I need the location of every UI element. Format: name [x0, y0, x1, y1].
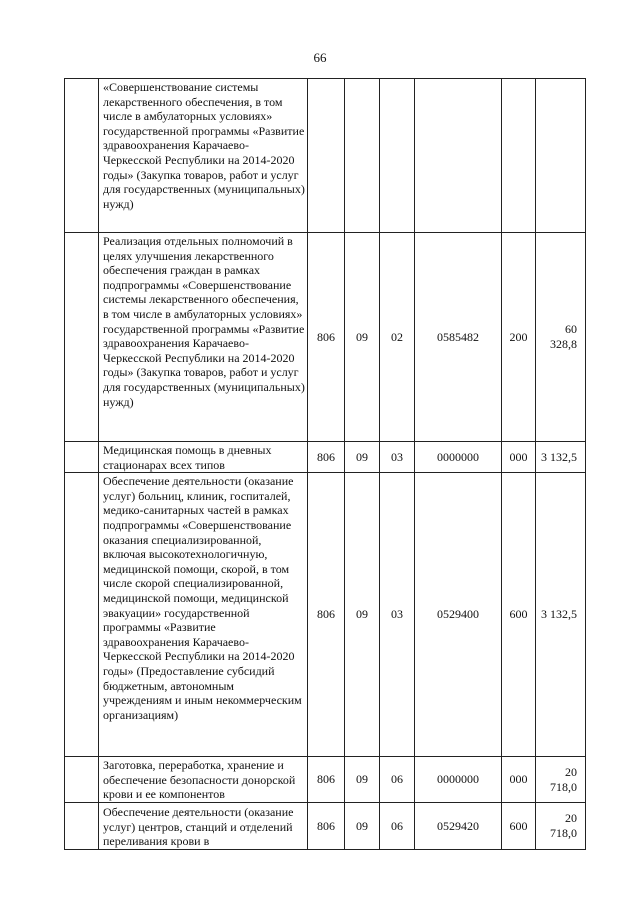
table-row [65, 79, 586, 233]
expense-type-cell [502, 79, 536, 233]
amount-cell: 60 328,8 [536, 233, 586, 442]
row-number-cell [65, 79, 99, 233]
amount-cell [536, 79, 586, 233]
amount-cell: 3 132,5 [536, 442, 586, 473]
target-article-cell: 0529400 [415, 473, 502, 757]
section-code-cell: 09 [345, 803, 380, 850]
description-cell: «Совершенствование системы лекарственного обеспечения, в том числе в амбулаторных условиях» государственной программы «Развитие здравоохранения Карачаево-Черкесской Республики на 2014-2020 годы» (Закупка товаров, работ и услуг для государственных (муниципальных) нужд) [99, 79, 308, 233]
subsection-code-cell [380, 79, 415, 233]
section-code-cell: 09 [345, 757, 380, 803]
expense-type-cell: 200 [502, 233, 536, 442]
section-code-cell: 09 [345, 233, 380, 442]
budget-table [64, 78, 586, 850]
section-code-cell: 09 [345, 473, 380, 757]
subsection-code-cell: 06 [380, 803, 415, 850]
subsection-code-cell: 02 [380, 233, 415, 442]
table-row [65, 757, 586, 803]
expense-type-cell: 000 [502, 757, 536, 803]
amount-cell: 20 718,0 [536, 757, 586, 803]
ministry-code-cell [308, 79, 345, 233]
row-number-cell [65, 473, 99, 757]
table-row [65, 473, 586, 757]
expense-type-cell: 600 [502, 803, 536, 850]
subsection-code-cell: 06 [380, 757, 415, 803]
row-number-cell [65, 803, 99, 850]
amount-cell: 20 718,0 [536, 803, 586, 850]
subsection-code-cell: 03 [380, 473, 415, 757]
description-cell: Обеспечение деятельности (оказание услуг) больниц, клиник, госпиталей, медико-санитарных частей в рамках подпрограммы «Совершенствование оказания специализированной, включая высокотехнологичную, медицинской помощи, скорой, в том числе скорой специализированной, медицинской помощи, медицинской эвакуации» государственной программы «Развитие здравоохранения Карачаево-Черкесской Республики на 2014-2020 годы» (Предоставление субсидий бюджетным, автономным учреждениям и иным некоммерческим организациям) [99, 473, 308, 757]
ministry-code-cell: 806 [308, 233, 345, 442]
expense-type-cell: 600 [502, 473, 536, 757]
row-number-cell [65, 233, 99, 442]
description-cell: Реализация отдельных полномочий в целях улучшения лекарственного обеспечения граждан в рамках подпрограммы «Совершенствование системы лекарственного обеспечения, в том числе в амбулаторных условиях» государственной программы «Развитие здравоохранения Карачаево-Черкесской Республики на 2014-2020 годы» (Закупка товаров, работ и услуг для государственных (муниципальных) нужд) [99, 233, 308, 442]
target-article-cell [415, 79, 502, 233]
description-cell: Обеспечение деятельности (оказание услуг) центров, станций и отделений переливания крови в [99, 803, 308, 850]
table-row [65, 233, 586, 442]
amount-cell: 3 132,5 [536, 473, 586, 757]
target-article-cell: 0585482 [415, 233, 502, 442]
section-code-cell [345, 79, 380, 233]
subsection-code-cell: 03 [380, 442, 415, 473]
ministry-code-cell: 806 [308, 442, 345, 473]
expense-type-cell: 000 [502, 442, 536, 473]
description-cell: Заготовка, переработка, хранение и обеспечение безопасности донорской крови и ее компонентов [99, 757, 308, 803]
target-article-cell: 0000000 [415, 442, 502, 473]
ministry-code-cell: 806 [308, 473, 345, 757]
page-number: 66 [313, 50, 327, 65]
target-article-cell: 0529420 [415, 803, 502, 850]
row-number-cell [65, 442, 99, 473]
table-row [65, 442, 586, 473]
ministry-code-cell: 806 [308, 803, 345, 850]
description-cell: Медицинская помощь в дневных стационарах всех типов [99, 442, 308, 473]
ministry-code-cell: 806 [308, 757, 345, 803]
table-row [65, 803, 586, 850]
target-article-cell: 0000000 [415, 757, 502, 803]
row-number-cell [65, 757, 99, 803]
section-code-cell: 09 [345, 442, 380, 473]
